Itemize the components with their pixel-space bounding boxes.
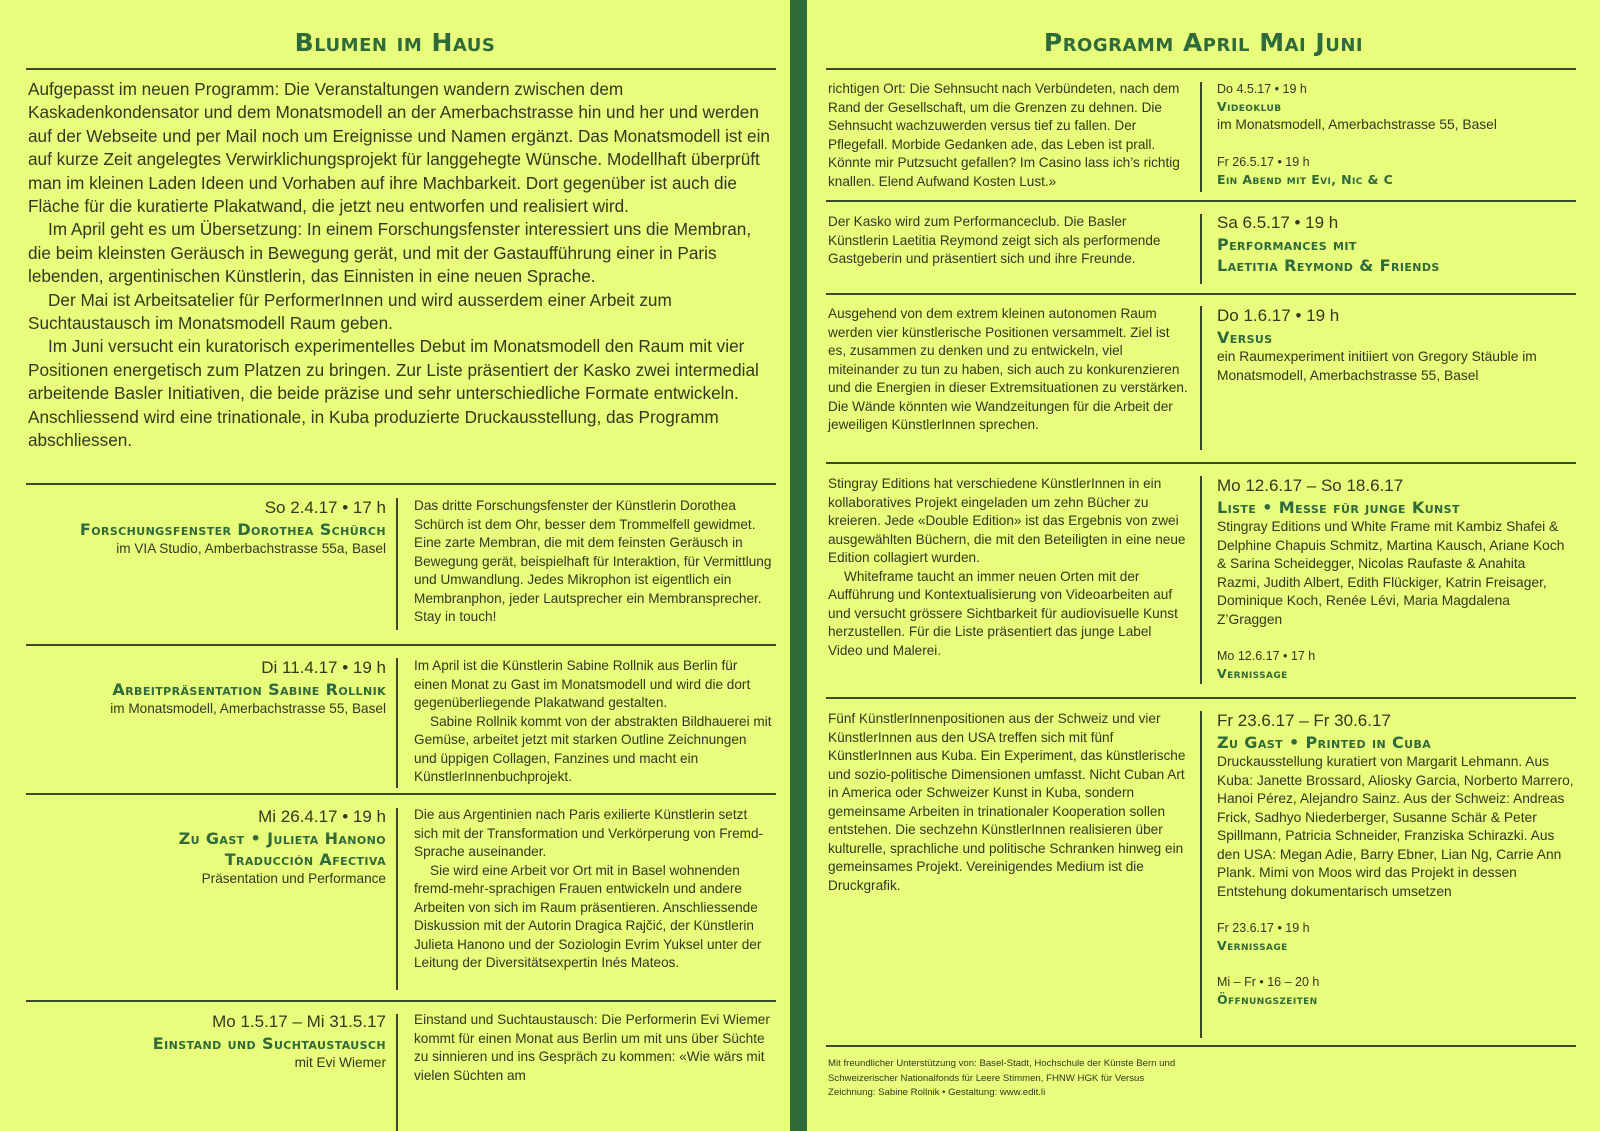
event-paragraph: Die aus Argentinien nach Paris exilierte Künstlerin setzt sich mit der Transformation und Verkörperung von Fremd-Sprache auseinander. xyxy=(414,807,764,859)
event-paragraph: richtigen Ort: Die Sehnsucht nach Verbündeten, nach dem Rand der Gesellschaft, um die Grenzen zu dehnen. Die Sehnsucht wachzuwerden versus tief zu fallen. Der Pflegefall. Morbide Gedanken ade, das Leben ist prall. Könnte mir Putzsucht gefallen? Im Casino lass ich’s richtig knallen. Elend Aufwand Kosten Lust.» xyxy=(828,81,1180,189)
event-title-line2: Laetitia Reymond & Friends xyxy=(1217,256,1440,275)
event-description xyxy=(414,806,772,973)
event-header xyxy=(26,806,386,889)
event-description xyxy=(828,710,1190,895)
event-title: Videoklub xyxy=(1217,99,1282,114)
title-rule-right xyxy=(826,68,1576,70)
event-date: Sa 6.5.17 • 19 h xyxy=(1217,213,1339,232)
event-header xyxy=(1217,80,1587,189)
intro-paragraph: Aufgepasst im neuen Programm: Die Veranstaltungen wandern zwischen dem Kaskadenkondensator und dem Monatsmodell an der Amerbachstrasse hin und her und werden auf der Webseite und per Mail noch um Ereignisse und Namen ergänzt. Das Monatsmodell ist ein auf kurze Zeit angelegtes Verwirklichungsprojekt für langgehegte Wünsche. Modellhaft überprüft man im kleinen Laden Ideen und Vorhaben auf ihre Machbarkeit. Dort gegenüber ist auch die Fläche für die kuratierte Plakatwand, die jetzt neu entworfen und realisiert wird. xyxy=(28,79,770,217)
event-title: Versus xyxy=(1217,328,1273,347)
event-location: mit Evi Wiemer xyxy=(294,1055,386,1070)
event-header xyxy=(26,497,386,559)
column-rule xyxy=(1200,82,1202,192)
event-header xyxy=(1217,305,1557,385)
event-paragraph: Fünf KünstlerInnenpositionen aus der Schweiz und vier KünstlerInnen aus den USA treffen sich mit fünf KünstlerInnen aus Kuba. Ein Experiment, das künstlerische und sozio-politische Dimensionen umfasst. Nicht Cuban Art in America oder Schweizer Kunst in Kuba, sondern gemeinsame Arbeiten in trinationaler Kooperation sollen entstehen. Die sechzehn KünstlerInnen realisieren über kulturelle, sprachliche und politische Schranken hinweg ein gemeinsames Projekt. Vereinigendes Medium ist die Druckgrafik. xyxy=(828,711,1186,893)
event-paragraph: Einstand und Suchtaustausch: Die Performerin Evi Wiemer kommt für einen Monat aus Berlin um mit uns über Süchte zu sinnieren und ins Gespräch zu kommen: «Wie wärs mit vielen Süchten am xyxy=(414,1012,770,1083)
event-description xyxy=(414,657,772,787)
event-paragraph: Sie wird eine Arbeit vor Ort mit in Basel wohnenden fremd-mehr-sprachigen Frauen entwickeln und andere Arbeiten von sich im Raum präsentieren. Anschliessende Diskussion mit der Autorin Dragica Rajčić, der Künstlerin Julieta Hanono und der Soziologin Evrim Yuksel unter der Leitung der Diversitätsexpertin Inés Mateos. xyxy=(414,862,762,970)
event-date: Mo 1.5.17 – Mi 31.5.17 xyxy=(212,1012,386,1031)
event-date: Do 4.5.17 • 19 h xyxy=(1217,82,1307,96)
intro-paragraph: Der Mai ist Arbeitsatelier für PerformerInnen und wird ausserdem einer Arbeit zum Suchtaustausch im Monatsmodell Raum geben. xyxy=(28,289,672,334)
column-rule xyxy=(396,1014,398,1131)
event-paragraph: Ausgehend von dem extrem kleinen autonomen Raum werden vier künstlerische Positionen versammelt. Ziel ist es, zusammen zu denken und zu entwickeln, viel miteinander zu tun zu haben, sich auch zu konkurenzieren und die Energien in dieser Extremsituationen zu verstärken. Die Wände könnten wie Wandzeitungen für die Arbeit der jeweiligen KünstlerInnen sprechen. xyxy=(828,306,1188,432)
column-rule xyxy=(396,808,398,990)
event-divider xyxy=(826,462,1576,464)
event-paragraph: Der Kasko wird zum Performanceclub. Die Basler Künstlerin Laetitia Reymond zeigt sich als performende Gastgeberin und präsentiert sich und ihre Freunde. xyxy=(828,214,1161,266)
event-location: im Monatsmodell, Amerbachstrasse 55, Basel xyxy=(110,701,386,716)
footer-divider xyxy=(826,1045,1576,1047)
event-title: Ein Abend mit Evi, Nic & C xyxy=(1217,171,1394,187)
event-header xyxy=(1217,710,1579,1009)
event-date: Mo 12.6.17 • 17 h xyxy=(1217,649,1316,663)
event-date: Fr 26.5.17 • 19 h xyxy=(1217,154,1310,169)
intro-text xyxy=(28,78,776,453)
event-title: Forschungsfenster Dorothea Schürch xyxy=(79,520,386,539)
column-rule xyxy=(1200,476,1202,684)
event-header xyxy=(26,1011,386,1073)
event-date: So 2.4.17 • 17 h xyxy=(264,498,386,517)
event-description xyxy=(828,475,1188,660)
column-rule xyxy=(396,498,398,630)
event-description xyxy=(414,1011,772,1085)
event-title: Vernissage xyxy=(1217,938,1288,953)
event-header xyxy=(1217,212,1587,276)
left-page-title: Blumen im Haus xyxy=(294,28,496,57)
event-date: Mo 12.6.17 – So 18.6.17 xyxy=(1217,476,1404,495)
event-artists: Druckausstellung kuratiert von Margarit Lehmann. Aus Kuba: Janette Brossard, Aliosky Garcia, Norberto Marrero, Hanoi Pérez, Alejandro Sainz. Aus der Schweiz: Andreas Frick, Sadhyo Niederberger, Susanne Schär & Peter Spillmann, Patricia Schneider, Franziska Schirazki. Aus den USA: Megan Adie, Barry Ebner, Lian Ng, Carrie Ann Plank. Mimi von Moos wird das Projekt in dessen Entstehung dokumentarisch umsetzen xyxy=(1217,754,1574,899)
event-date: Do 1.6.17 • 19 h xyxy=(1217,306,1340,325)
event-title: Öffnungszeiten xyxy=(1217,992,1318,1007)
column-rule xyxy=(1200,306,1202,450)
event-location: ein Raumexperiment initiiert von Gregory Stäuble im Monatsmodell, Amerbachstrasse 55, Basel xyxy=(1217,349,1537,383)
intro-paragraph: Im Juni versucht ein kuratorisch experimentelles Debut im Monatsmodell den Raum mit vier Positionen energetisch zum Platzen zu bringen. Zur Liste präsentiert der Kasko zwei intermedial arbeitende Basler Initiativen, die beide präzise und sehr unterschiedliche Formate entwickeln. Anschliessend wird eine trinationale, in Kuba produzierte Druckausstellung, das Programm abschliessen. xyxy=(28,336,759,451)
event-divider xyxy=(26,793,776,795)
event-description xyxy=(828,80,1188,191)
event-description xyxy=(828,305,1188,435)
event-title-line2: Traducción Afectiva xyxy=(224,850,386,869)
event-title: Vernissage xyxy=(1217,666,1288,681)
event-title: Performances mit xyxy=(1217,235,1357,254)
column-rule xyxy=(1200,214,1202,284)
column-rule xyxy=(1200,711,1202,1038)
event-date: Di 11.4.17 • 19 h xyxy=(261,658,386,677)
event-description xyxy=(414,497,772,627)
intro-paragraph: Im April geht es um Übersetzung: In einem Forschungsfenster interessiert uns die Membran, die beim kleinsten Geräusch in Bewegung gerät, und mit der Gastaufführung einer in Paris lebenden, argentinischen Künstlerin, das Einnisten in eine neuen Sprache. xyxy=(28,219,752,287)
event-title: Liste • Messe für junge Kunst xyxy=(1217,498,1460,517)
event-date: Fr 23.6.17 – Fr 30.6.17 xyxy=(1217,711,1391,730)
event-divider xyxy=(26,483,776,485)
event-paragraph: Das dritte Forschungsfenster der Künstlerin Dorothea Schürch ist dem Ohr, besser dem Trommelfell gewidmet. Eine zarte Membran, die mit dem feinsten Geräusch in Bewegung gerät, beispielhaft für Interaktion, für Vermittlung und Umwandlung. Jedes Mikrophon ist eigentlich ein Membranphon, jeder Lautsprecher ein Membransprecher. Stay in touch! xyxy=(414,498,772,624)
event-title: Zu Gast • Julieta Hanono xyxy=(178,829,386,848)
center-fold-bar xyxy=(790,0,807,1131)
event-location: Präsentation und Performance xyxy=(201,871,386,886)
event-artists: Stingray Editions und White Frame mit Kambiz Shafei & Delphine Chapuis Schmitz, Martina Kausch, Ariane Koch & Sarina Scheidegger, Nicolas Raufaste & Anahita Razmi, Judith Albert, Edith Flückiger, Katrin Freisager, Dominique Koch, Renée Lévi, Maria Magdalena Z’Graggen xyxy=(1217,519,1565,627)
event-paragraph: Whiteframe taucht an immer neuen Orten mit der Aufführung und Kontextualisierung von Videoarbeiten auf und versucht grössere Sichtbarkeit für audiovisuelle Kunst herzustellen. Für die Liste präsentiert das junge Label Video und Malerei. xyxy=(828,568,1178,658)
event-divider xyxy=(826,200,1576,202)
event-divider xyxy=(826,293,1576,295)
title-rule-left xyxy=(26,68,776,70)
event-title: Arbeitpräsentation Sabine Rollnik xyxy=(112,680,386,699)
event-header xyxy=(26,657,386,719)
event-date: Mi 26.4.17 • 19 h xyxy=(258,807,386,826)
event-date: Fr 23.6.17 • 19 h xyxy=(1217,921,1310,935)
event-header xyxy=(1217,475,1572,683)
column-rule xyxy=(396,658,398,788)
event-title: Einstand und Suchtaustausch xyxy=(152,1034,386,1053)
right-page-title: Programm April Mai Juni xyxy=(1043,28,1364,57)
credits-footer: Mit freundlicher Unterstützung von: Basel-Stadt, Hochschule der Künste Bern und Schweizerischer Nationalfonds für Leere Stimmen, FHNW HGK für Versus Zeichnung: Sabine Rollnik • Gestaltung: www.edit.li xyxy=(828,1058,1176,1098)
event-paragraph: Im April ist die Künstlerin Sabine Rollnik aus Berlin für einen Monat zu Gast im Monatsmodell und wird die dort gegenüberliegende Plakatwand gestalten. xyxy=(414,658,751,710)
event-description xyxy=(828,213,1188,269)
event-paragraph: Sabine Rollnik kommt von der abstrakten Bildhauerei mit Gemüse, arbeitet jetzt mit starken Outline Zeichnungen und üppigen Collagen, Fanzines und macht ein KünstlerInnenbuchprojekt. xyxy=(414,713,772,784)
event-title: Zu Gast • Printed in Cuba xyxy=(1217,733,1432,752)
event-location: im Monatsmodell, Amerbachstrasse 55, Basel xyxy=(1217,117,1497,132)
event-location: im VIA Studio, Amberbachstrasse 55a, Basel xyxy=(116,541,386,556)
event-divider xyxy=(826,697,1576,699)
event-paragraph: Stingray Editions hat verschiedene KünstlerInnen in ein kollaboratives Projekt eingeladen um zehn Bücher zu kreieren. Jede «Double Edition» ist das Ergebnis von zwei ausgewählten Büchern, die mit den Beteiligten in eine neue Edition collagiert wurden. xyxy=(828,476,1186,565)
opening-hours: Mi – Fr • 16 – 20 h xyxy=(1217,975,1320,989)
event-divider xyxy=(26,1000,776,1002)
event-divider xyxy=(26,644,776,646)
